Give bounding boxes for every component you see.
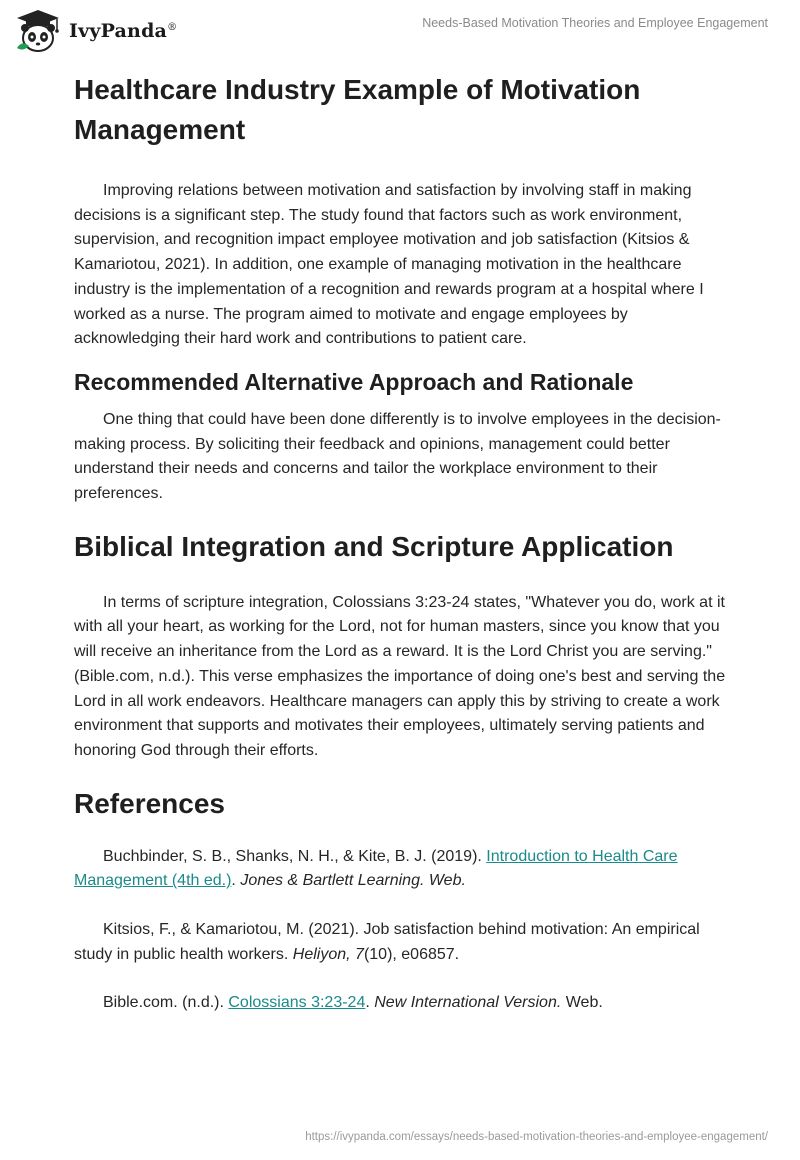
- section-heading-alternative: Recommended Alternative Approach and Rationale: [74, 368, 634, 395]
- article-body: [74, 70, 734, 1016]
- reference-link-health-care-management[interactable]: Introduction to Health Care Management (4th ed.): [74, 847, 678, 890]
- footer-url: https://ivypanda.com/essays/needs-based-motivation-theories-and-employee-engagement/: [305, 1131, 768, 1143]
- references-heading: References: [74, 787, 225, 819]
- page-header: [0, 0, 800, 60]
- paragraph-alternative: One thing that could have been done differently is to involve employees in the decision-making process. By soliciting their feedback and opinions, management could better understand their needs and concerns and tailor the workplace environment to their preferences.: [74, 410, 721, 503]
- brand-name: IvyPanda®: [69, 20, 178, 42]
- reference-item: Buchbinder, S. B., Shanks, N. H., & Kite, B. J. (2019). Introduction to Health Care Management (4th ed.). Jones & Bartlett Learning. Web.: [74, 847, 678, 890]
- reference-link-colossians[interactable]: Colossians 3:23-24: [228, 994, 366, 1012]
- reference-item: Bible.com. (n.d.). Colossians 3:23-24. New International Version. Web.: [103, 994, 603, 1012]
- paragraph-healthcare: Improving relations between motivation and satisfaction by involving staff in making decisions is a significant step. The study found that factors such as work environment, supervision, and recognition impact employee motivation and job satisfaction (Kitsios & Kamariotou, 2021). In addition, one example of managing motivation in the healthcare industry is the implementation of a recognition and rewards program at a hospital where I worked as a nurse. The program aimed to motivate and engage employees by acknowledging their hard work and contributions to patient care.: [74, 182, 704, 348]
- section-heading-healthcare: Healthcare Industry Example of Motivation Management: [74, 74, 641, 145]
- panda-graduate-icon: [13, 8, 63, 54]
- reference-item: Kitsios, F., & Kamariotou, M. (2021). Job satisfaction behind motivation: An empirical study in public health workers. Heliyon, 7(10), e06857.: [74, 921, 700, 963]
- paragraph-biblical: In terms of scripture integration, Colossians 3:23-24 states, "Whatever you do, work at it with all your heart, as working for the Lord, not for human masters, since you know that you will receive an inheritance from the Lord as a reward. It is the Lord Christ you are serving." (Bible.com, n.d.). This verse emphasizes the importance of doing one's best and serving the Lord in all work endeavors. Healthcare managers can apply this by striving to create a work environment that supports and motivates their employees, ultimately serving patients and honoring God through their efforts.: [74, 593, 726, 759]
- running-title: Needs-Based Motivation Theories and Employee Engagement: [422, 16, 768, 30]
- section-heading-biblical: Biblical Integration and Scripture Application: [74, 530, 674, 562]
- ivypanda-logo[interactable]: [13, 8, 177, 54]
